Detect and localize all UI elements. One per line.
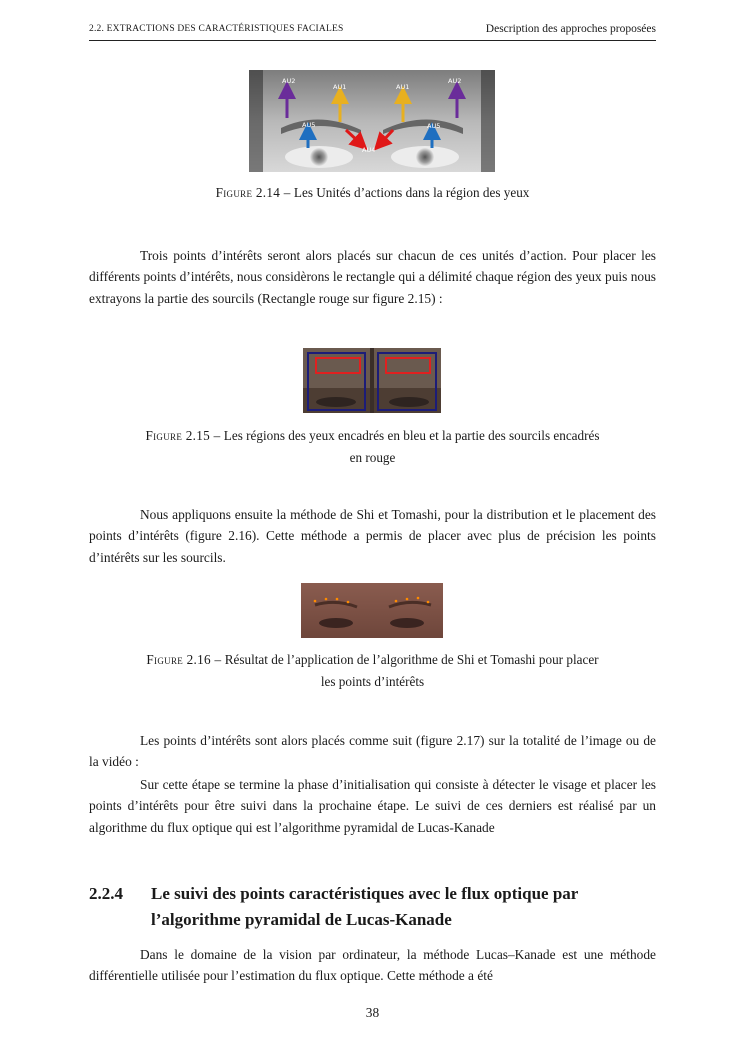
paragraph-points-placed: Les points d’intérêts sont alors placés comme suit (figure 2.17) sur la totalité de l’image ou de la vidéo : [89,733,656,770]
caption-text-line1: Résultat de l’application de l’algorithme de Shi et Tomashi pour placer [224,652,599,667]
caption-figure-2-16 [89,649,656,693]
label-au4: AU4 [362,146,376,154]
caption-label: Figure 2.16 – [146,652,222,667]
running-header [89,22,656,41]
label-au5-left: AU5 [302,121,316,129]
caption-figure-2-14 [89,182,656,204]
caption-text-line2: les points d’intérêts [320,674,425,689]
paragraph-lucas-kanade: Dans le domaine de la vision par ordinateur, la méthode Lucas–Kanade est une méthode différentielle utilisée pour l’estimation du flux optique. Cette méthode a été [89,947,656,984]
label-au1-left: AU1 [333,83,347,91]
section-number: 2.2.4 [89,884,123,903]
paragraph-points-placement: Trois points d’intérêts seront alors placés sur chacun de ces unités d’action. Pour placer les différents points d’intérêts, nous considèrons le rectangle qui a délimité chaque région des yeux puis nous extrayons la partie des sourcils (Rectangle rouge sur figure 2.15) : [89,248,656,306]
label-au1-right: AU1 [396,83,410,91]
label-au5-right: AU5 [427,122,441,130]
label-au2-right: AU2 [448,77,462,85]
caption-text-line2: en rouge [349,450,396,465]
figure-shi-tomashi-result [301,583,443,638]
section-heading [89,881,656,933]
figure-eye-regions [303,348,441,413]
caption-label: Figure 2.15 – [145,428,221,443]
label-au2-left: AU2 [282,77,296,85]
paragraph-shi-tomashi: Nous appliquons ensuite la méthode de Shi et Tomashi, pour la distribution et le placement des points d’intérêts (figure 2.16). Cette méthode a permis de placer avec plus de précision les points d’intérêts sur les sourcils. [89,507,656,565]
paragraph-initialisation: Sur cette étape se termine la phase d’initialisation qui consiste à détecter le visage et placer les points d’intérêts pour être suivi dans la prochaine étape. Le suivi de ces derniers est réalisé par un algorithme du flux optique qui est l’algorithme pyramidal de Lucas-Kanade [89,777,656,835]
header-chapter: Description des approches proposées [485,23,656,35]
section-title: Le suivi des points caractéristiques avec le flux optique par l’algorithme pyramidal de Lucas-Kanade [151,884,579,929]
caption-label: Figure 2.14 – [215,185,291,200]
header-section: 2.2. EXTRACTIONS DES CARACTÉRISTIQUES FACIALES [89,24,344,34]
caption-text: Les Unités d’actions dans la région des yeux [293,185,530,200]
caption-figure-2-15 [89,425,656,469]
figure-action-units-eyes [249,70,495,172]
page-number: 38 [365,1005,380,1020]
caption-text-line1: Les régions des yeux encadrés en bleu et la partie des sourcils encadrés [223,428,600,443]
